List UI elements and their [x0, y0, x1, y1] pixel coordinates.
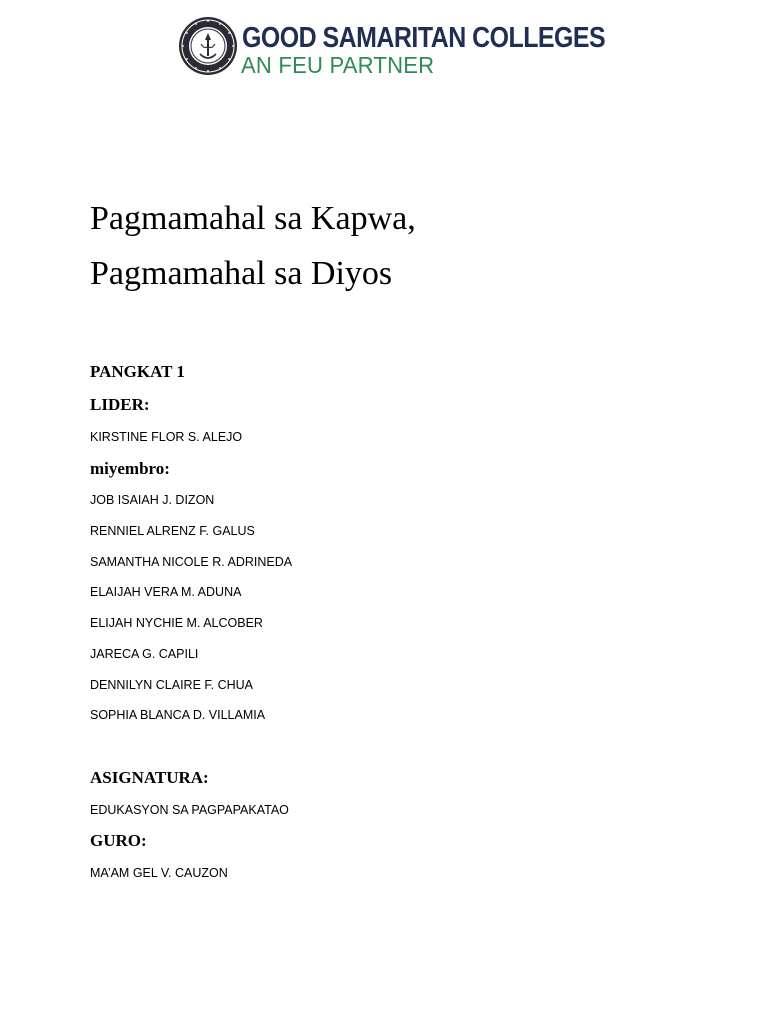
teacher-heading: GURO: — [90, 831, 147, 850]
school-seal-icon — [178, 16, 238, 76]
subject-value: EDUKASYON SA PAGPAPAKATAO — [90, 803, 289, 817]
school-logo-header — [178, 16, 606, 80]
member-name: ELIJAH NYCHIE M. ALCOBER — [90, 616, 263, 630]
member-name: JOB ISAIAH J. DIZON — [90, 493, 215, 507]
group-label: PANGKAT 1 — [90, 362, 185, 381]
member-name: DENNILYN CLAIRE F. CHUA — [90, 678, 253, 692]
member-name: RENNIEL ALRENZ F. GALUS — [90, 524, 255, 538]
title-line-1: Pagmamahal sa Kapwa, — [90, 200, 416, 237]
school-tagline: AN FEU PARTNER — [241, 52, 435, 78]
member-name: SOPHIA BLANCA D. VILLAMIA — [90, 708, 266, 722]
school-name: GOOD SAMARITAN COLLEGES — [242, 22, 606, 54]
member-name: ELAIJAH VERA M. ADUNA — [90, 585, 242, 599]
leader-name: KIRSTINE FLOR S. ALEJO — [90, 430, 243, 444]
subject-heading: ASIGNATURA: — [90, 768, 209, 787]
member-name: JARECA G. CAPILI — [90, 647, 199, 661]
title-line-2: Pagmamahal sa Diyos — [90, 255, 393, 292]
member-name: SAMANTHA NICOLE R. ADRINEDA — [90, 555, 293, 569]
leader-heading: LIDER: — [90, 395, 150, 414]
teacher-name: MA’AM GEL V. CAUZON — [90, 866, 228, 880]
members-heading: miyembro: — [90, 459, 170, 478]
